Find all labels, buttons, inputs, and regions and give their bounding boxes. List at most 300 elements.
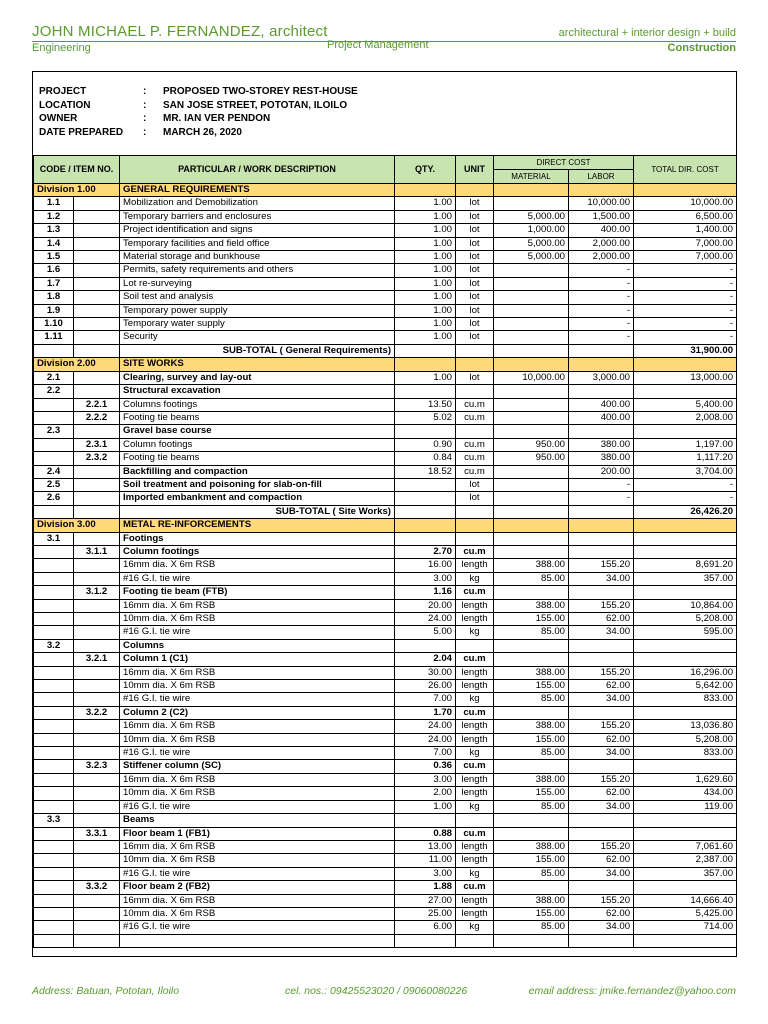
item-description: 10mm dia. X 6m RSB	[120, 613, 395, 626]
project-info-row	[39, 112, 358, 126]
item-labor-cost: 34.00	[569, 693, 634, 706]
col-unit: UNIT	[456, 156, 494, 184]
item-subcode	[74, 264, 120, 277]
item-code	[34, 572, 74, 585]
item-unit: cu.m	[456, 411, 494, 424]
item-code	[34, 706, 74, 719]
table-row	[34, 626, 737, 639]
letterhead-construction: Construction	[667, 42, 736, 54]
item-material-cost: 85.00	[494, 572, 569, 585]
item-unit: cu.m	[456, 706, 494, 719]
item-code	[34, 867, 74, 880]
item-code: 1.11	[34, 331, 74, 344]
item-labor-cost: 34.00	[569, 626, 634, 639]
item-description: Mobilization and Demobilization	[120, 197, 395, 210]
info-colon: :	[143, 126, 147, 138]
item-description: #16 G.I. tie wire	[120, 800, 395, 813]
table-row	[34, 814, 737, 827]
labor-cell	[569, 358, 634, 371]
item-qty: 1.00	[395, 371, 456, 384]
labor-cell	[569, 184, 634, 197]
item-unit: length	[456, 599, 494, 612]
division-code: Division 1.00	[34, 184, 120, 197]
item-material-cost: 5,000.00	[494, 210, 569, 223]
item-qty: 16.00	[395, 559, 456, 572]
item-subcode	[74, 613, 120, 626]
table-row	[34, 613, 737, 626]
subcode-cell	[74, 344, 120, 357]
item-qty	[395, 478, 456, 491]
division-title: GENERAL REQUIREMENTS	[120, 184, 395, 197]
item-total-cost	[634, 760, 737, 773]
item-unit: lot	[456, 371, 494, 384]
item-description: Floor beam 2 (FB2)	[120, 881, 395, 894]
item-subcode	[74, 237, 120, 250]
item-material-cost	[494, 277, 569, 290]
table-row	[34, 398, 737, 411]
item-qty: 6.00	[395, 921, 456, 934]
item-qty: 1.00	[395, 251, 456, 264]
item-unit: cu.m	[456, 827, 494, 840]
division-row	[34, 184, 737, 197]
item-unit: cu.m	[456, 438, 494, 451]
item-labor-cost: 62.00	[569, 613, 634, 626]
table-row	[34, 599, 737, 612]
item-material-cost	[494, 478, 569, 491]
item-total-cost	[634, 706, 737, 719]
item-material-cost	[494, 197, 569, 210]
item-qty	[395, 639, 456, 652]
item-material-cost: 85.00	[494, 921, 569, 934]
item-qty: 1.00	[395, 277, 456, 290]
item-subcode	[74, 934, 120, 947]
item-total-cost: 8,691.20	[634, 559, 737, 572]
subtotal-label: SUB-TOTAL ( Site Works)	[120, 505, 395, 518]
item-subcode	[74, 318, 120, 331]
item-subcode	[74, 478, 120, 491]
item-description: 16mm dia. X 6m RSB	[120, 894, 395, 907]
item-total-cost: 119.00	[634, 800, 737, 813]
division-code: Division 3.00	[34, 519, 120, 532]
item-labor-cost: 3,000.00	[569, 371, 634, 384]
info-value: MR. IAN VER PENDON	[163, 113, 271, 124]
item-subcode	[74, 867, 120, 880]
item-total-cost: 5,400.00	[634, 398, 737, 411]
item-code: 3.2	[34, 639, 74, 652]
item-unit: kg	[456, 867, 494, 880]
item-description: Imported embankment and compaction	[120, 492, 395, 505]
item-description: 16mm dia. X 6m RSB	[120, 773, 395, 786]
item-subcode	[74, 291, 120, 304]
item-unit: cu.m	[456, 545, 494, 558]
item-subcode: 3.1.1	[74, 545, 120, 558]
item-total-cost: 2,387.00	[634, 854, 737, 867]
item-code: 1.9	[34, 304, 74, 317]
total-cell	[634, 358, 737, 371]
item-total-cost	[634, 639, 737, 652]
item-subcode	[74, 907, 120, 920]
item-description: Footings	[120, 532, 395, 545]
item-code	[34, 613, 74, 626]
info-key: LOCATION	[39, 99, 91, 111]
item-subcode	[74, 787, 120, 800]
info-value: PROPOSED TWO-STOREY REST-HOUSE	[163, 86, 358, 97]
qty-cell	[395, 344, 456, 357]
item-labor-cost: 34.00	[569, 800, 634, 813]
table-row	[34, 666, 737, 679]
item-unit: length	[456, 773, 494, 786]
item-labor-cost: 155.20	[569, 894, 634, 907]
item-total-cost: 1,629.60	[634, 773, 737, 786]
item-description: Columns footings	[120, 398, 395, 411]
item-code: 1.2	[34, 210, 74, 223]
item-qty: 3.00	[395, 773, 456, 786]
item-code	[34, 907, 74, 920]
item-unit	[456, 532, 494, 545]
item-total-cost: 1,400.00	[634, 224, 737, 237]
item-material-cost: 388.00	[494, 559, 569, 572]
item-subcode	[74, 773, 120, 786]
item-material-cost: 155.00	[494, 787, 569, 800]
item-labor-cost: -	[569, 264, 634, 277]
item-unit: lot	[456, 277, 494, 290]
item-description: Gravel base course	[120, 425, 395, 438]
item-labor-cost: 62.00	[569, 787, 634, 800]
item-total-cost: 5,642.00	[634, 680, 737, 693]
item-unit: lot	[456, 291, 494, 304]
item-labor-cost: 1,500.00	[569, 210, 634, 223]
material-cell	[494, 505, 569, 518]
footer-email: email address: jmike.fernandez@yahoo.com	[528, 985, 736, 997]
item-description: 16mm dia. X 6m RSB	[120, 599, 395, 612]
item-total-cost: -	[634, 331, 737, 344]
item-total-cost	[634, 425, 737, 438]
item-labor-cost: 34.00	[569, 921, 634, 934]
item-unit: length	[456, 680, 494, 693]
item-qty: 24.00	[395, 733, 456, 746]
item-qty: 24.00	[395, 720, 456, 733]
item-labor-cost	[569, 706, 634, 719]
item-material-cost: 950.00	[494, 438, 569, 451]
info-colon: :	[143, 86, 147, 97]
item-description: #16 G.I. tie wire	[120, 747, 395, 760]
item-description: #16 G.I. tie wire	[120, 867, 395, 880]
item-unit: lot	[456, 210, 494, 223]
item-code	[34, 840, 74, 853]
item-total-cost: -	[634, 264, 737, 277]
item-labor-cost: 155.20	[569, 666, 634, 679]
letterhead-tagline: architectural + interior design + build	[558, 27, 736, 39]
item-unit: length	[456, 894, 494, 907]
item-total-cost: -	[634, 492, 737, 505]
item-subcode	[74, 224, 120, 237]
item-code: 1.10	[34, 318, 74, 331]
table-row	[34, 465, 737, 478]
labor-cell	[569, 519, 634, 532]
item-material-cost: 155.00	[494, 907, 569, 920]
item-total-cost: 5,208.00	[634, 733, 737, 746]
item-qty: 27.00	[395, 894, 456, 907]
item-qty	[395, 814, 456, 827]
item-unit: cu.m	[456, 586, 494, 599]
subcode-cell	[74, 505, 120, 518]
item-description: Footing tie beam (FTB)	[120, 586, 395, 599]
item-unit: length	[456, 787, 494, 800]
item-material-cost: 388.00	[494, 773, 569, 786]
item-qty: 0.90	[395, 438, 456, 451]
item-description: Floor beam 1 (FB1)	[120, 827, 395, 840]
item-unit: lot	[456, 264, 494, 277]
item-qty: 3.00	[395, 867, 456, 880]
item-code	[34, 747, 74, 760]
item-subcode: 3.2.2	[74, 706, 120, 719]
item-labor-cost	[569, 881, 634, 894]
item-material-cost	[494, 545, 569, 558]
item-description: 10mm dia. X 6m RSB	[120, 733, 395, 746]
item-total-cost: 13,036.80	[634, 720, 737, 733]
table-row	[34, 867, 737, 880]
item-material-cost: 85.00	[494, 800, 569, 813]
subtotal-row	[34, 344, 737, 357]
item-qty: 30.00	[395, 666, 456, 679]
col-code: CODE / ITEM NO.	[34, 156, 120, 184]
item-total-cost: 10,864.00	[634, 599, 737, 612]
table-row	[34, 773, 737, 786]
item-subcode	[74, 304, 120, 317]
item-labor-cost: 62.00	[569, 854, 634, 867]
table-row	[34, 237, 737, 250]
project-info-row	[39, 85, 358, 99]
item-description: Footing tie beams	[120, 452, 395, 465]
table-row	[34, 653, 737, 666]
division-row	[34, 358, 737, 371]
item-code	[34, 894, 74, 907]
item-labor-cost	[569, 425, 634, 438]
item-unit: length	[456, 720, 494, 733]
item-unit: length	[456, 733, 494, 746]
item-labor-cost: 400.00	[569, 224, 634, 237]
item-total-cost	[634, 385, 737, 398]
item-unit: lot	[456, 492, 494, 505]
table-row	[34, 425, 737, 438]
item-subcode	[74, 210, 120, 223]
item-material-cost: 85.00	[494, 867, 569, 880]
item-unit: kg	[456, 693, 494, 706]
info-key: PROJECT	[39, 86, 87, 97]
table-row	[34, 478, 737, 491]
item-subcode	[74, 814, 120, 827]
table-row	[34, 733, 737, 746]
item-code	[34, 438, 74, 451]
item-subcode	[74, 331, 120, 344]
item-qty: 1.00	[395, 224, 456, 237]
item-material-cost: 388.00	[494, 894, 569, 907]
item-qty: 1.00	[395, 800, 456, 813]
item-description: Column footings	[120, 545, 395, 558]
letterhead-project-management: Project Management	[327, 39, 429, 51]
subtotal-value: 31,900.00	[634, 344, 737, 357]
item-unit: kg	[456, 626, 494, 639]
item-description: 10mm dia. X 6m RSB	[120, 907, 395, 920]
item-description: #16 G.I. tie wire	[120, 693, 395, 706]
item-unit: kg	[456, 747, 494, 760]
table-row	[34, 304, 737, 317]
item-labor-cost: 380.00	[569, 452, 634, 465]
item-description: Lot re-surveying	[120, 277, 395, 290]
table-row	[34, 559, 737, 572]
item-qty: 1.70	[395, 706, 456, 719]
item-unit: lot	[456, 224, 494, 237]
item-code	[34, 653, 74, 666]
item-total-cost: 1,117.20	[634, 452, 737, 465]
item-description: Temporary facilities and field office	[120, 237, 395, 250]
item-material-cost: 5,000.00	[494, 251, 569, 264]
item-total-cost	[634, 881, 737, 894]
item-subcode	[74, 277, 120, 290]
table-row	[34, 907, 737, 920]
item-description	[120, 934, 395, 947]
table-row	[34, 224, 737, 237]
estimate-sheet	[32, 71, 737, 957]
item-total-cost: 357.00	[634, 867, 737, 880]
item-total-cost: 5,425.00	[634, 907, 737, 920]
item-material-cost: 1,000.00	[494, 224, 569, 237]
item-labor-cost: 380.00	[569, 438, 634, 451]
item-description: Project identification and signs	[120, 224, 395, 237]
item-code: 1.7	[34, 277, 74, 290]
item-material-cost	[494, 706, 569, 719]
item-qty: 1.00	[395, 291, 456, 304]
item-description: Footing tie beams	[120, 411, 395, 424]
item-subcode	[74, 840, 120, 853]
item-subcode	[74, 680, 120, 693]
item-material-cost	[494, 934, 569, 947]
item-total-cost	[634, 814, 737, 827]
subtotal-value: 26,426.20	[634, 505, 737, 518]
item-code	[34, 626, 74, 639]
item-qty	[395, 492, 456, 505]
footer-phone: cel. nos.: 09425523020 / 09060080226	[285, 985, 468, 997]
item-description: Columns	[120, 639, 395, 652]
item-subcode: 3.1.2	[74, 586, 120, 599]
code-cell	[34, 344, 74, 357]
item-subcode	[74, 921, 120, 934]
item-material-cost	[494, 291, 569, 304]
material-cell	[494, 519, 569, 532]
item-material-cost	[494, 532, 569, 545]
item-subcode: 3.2.3	[74, 760, 120, 773]
item-qty: 1.16	[395, 586, 456, 599]
item-code	[34, 827, 74, 840]
item-description: #16 G.I. tie wire	[120, 626, 395, 639]
item-total-cost: -	[634, 304, 737, 317]
division-title: METAL RE-INFORCEMENTS	[120, 519, 395, 532]
item-total-cost: 10,000.00	[634, 197, 737, 210]
table-row	[34, 639, 737, 652]
table-row	[34, 264, 737, 277]
item-labor-cost: 34.00	[569, 867, 634, 880]
table-row	[34, 693, 737, 706]
item-description: 16mm dia. X 6m RSB	[120, 840, 395, 853]
item-subcode	[74, 425, 120, 438]
item-description: Temporary barriers and enclosures	[120, 210, 395, 223]
item-labor-cost: -	[569, 291, 634, 304]
info-value: MARCH 26, 2020	[163, 126, 242, 138]
item-unit: cu.m	[456, 452, 494, 465]
item-qty: 1.00	[395, 264, 456, 277]
item-subcode: 3.3.1	[74, 827, 120, 840]
item-code	[34, 921, 74, 934]
subtotal-label: SUB-TOTAL ( General Requirements)	[120, 344, 395, 357]
item-qty: 24.00	[395, 613, 456, 626]
item-description: Clearing, survey and lay-out	[120, 371, 395, 384]
item-total-cost: 13,000.00	[634, 371, 737, 384]
item-material-cost: 388.00	[494, 666, 569, 679]
item-code	[34, 800, 74, 813]
table-row	[34, 921, 737, 934]
item-material-cost: 85.00	[494, 626, 569, 639]
item-subcode	[74, 371, 120, 384]
item-description: #16 G.I. tie wire	[120, 921, 395, 934]
item-total-cost: 7,061.60	[634, 840, 737, 853]
item-qty: 25.00	[395, 907, 456, 920]
item-total-cost	[634, 532, 737, 545]
item-code	[34, 411, 74, 424]
table-row	[34, 331, 737, 344]
item-qty: 1.00	[395, 197, 456, 210]
item-code	[34, 760, 74, 773]
unit-cell	[456, 505, 494, 518]
item-qty: 2.04	[395, 653, 456, 666]
item-code	[34, 720, 74, 733]
item-description: Temporary water supply	[120, 318, 395, 331]
item-code: 3.3	[34, 814, 74, 827]
item-description: Security	[120, 331, 395, 344]
table-row	[34, 586, 737, 599]
item-unit: cu.m	[456, 760, 494, 773]
item-labor-cost	[569, 760, 634, 773]
info-colon: :	[143, 113, 147, 124]
item-labor-cost: 200.00	[569, 465, 634, 478]
item-labor-cost: 155.20	[569, 599, 634, 612]
item-total-cost: 357.00	[634, 572, 737, 585]
table-row	[34, 572, 737, 585]
project-info	[39, 85, 358, 139]
item-description: #16 G.I. tie wire	[120, 572, 395, 585]
item-code	[34, 680, 74, 693]
item-qty: 5.02	[395, 411, 456, 424]
item-subcode	[74, 720, 120, 733]
item-material-cost: 5,000.00	[494, 237, 569, 250]
item-unit: lot	[456, 197, 494, 210]
item-unit: cu.m	[456, 398, 494, 411]
item-labor-cost: -	[569, 304, 634, 317]
item-qty: 13.50	[395, 398, 456, 411]
item-subcode: 2.3.2	[74, 452, 120, 465]
item-subcode: 2.2.1	[74, 398, 120, 411]
item-total-cost: -	[634, 291, 737, 304]
item-code	[34, 452, 74, 465]
item-unit: length	[456, 907, 494, 920]
item-labor-cost: 155.20	[569, 840, 634, 853]
item-unit: length	[456, 559, 494, 572]
item-labor-cost	[569, 532, 634, 545]
item-qty: 1.88	[395, 881, 456, 894]
table-row	[34, 438, 737, 451]
item-total-cost: 714.00	[634, 921, 737, 934]
item-description: Column 1 (C1)	[120, 653, 395, 666]
item-material-cost: 10,000.00	[494, 371, 569, 384]
